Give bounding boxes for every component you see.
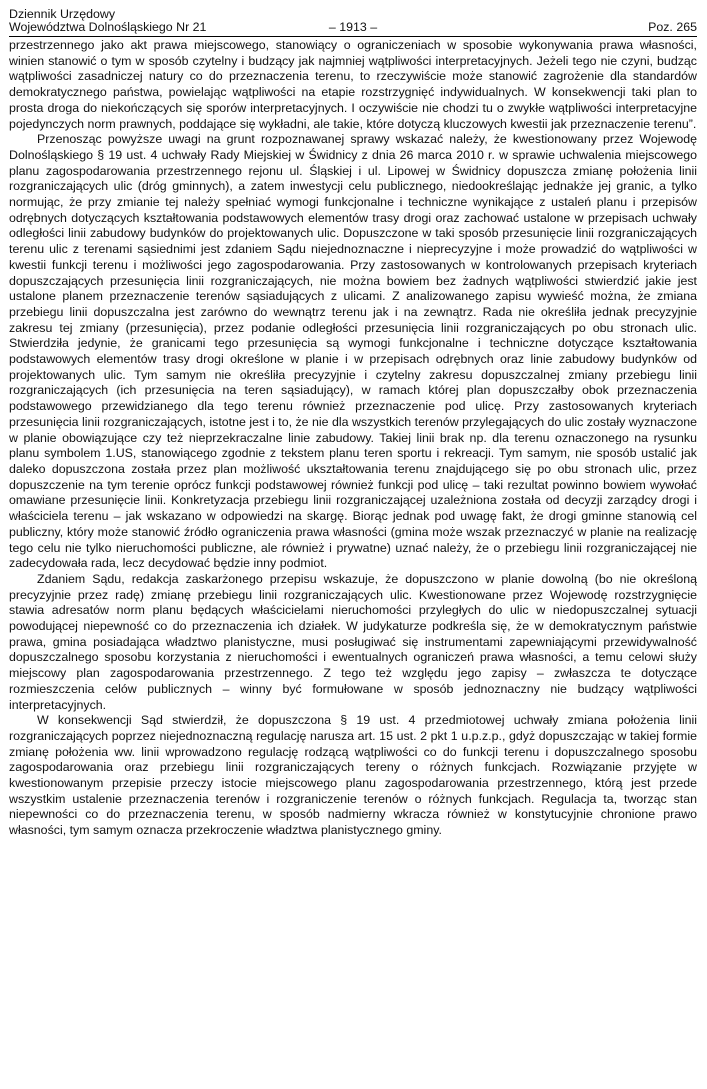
journal-title-line2: Województwa Dolnośląskiego Nr 21 (9, 20, 207, 34)
paragraph: Zdaniem Sądu, redakcja zaskarżonego przepisu wskazuje, że dopuszczono w planie dowolną (bo nie określoną precyzyjnie przez radę) zmianę przebiegu linii rozgraniczających ulic. Kwestionowane przez Wojewodę rozstrzygnięcie stawia adresatów norm planu będących właścicielami nieruchomości przyległych do ulic w niedopuszczalnej sytuacji powodującej niepewność co do przeznaczenia ich działek. W judykaturze podkreśla się, że w demokratycznym państwie prawa, gmina posiadająca władztwo planistyczne, musi posługiwać się instrumentami zapewniającymi przewidywalność dopuszczalnego sposobu korzystania z nieruchomości i ewentualnych ograniczeń prawa własności, a temu celowi służy miejscowy plan zagospodarowania przestrzennego. Z tego też względu jego zapisy – zwłaszcza te dotyczące rozmieszczenia celów publicznych – winny być formułowane w sposób jednoznaczny nie budzący wątpliwości interpretacyjnych. (9, 571, 697, 712)
header-rule (9, 36, 697, 37)
page-header (9, 8, 697, 37)
page-number: – 1913 – (328, 20, 378, 34)
document-page (9, 8, 697, 839)
paragraph: W konsekwencji Sąd stwierdził, że dopuszczona § 19 ust. 4 przedmiotowej uchwały zmiana położenia linii rozgraniczających poprzez niejednoznaczną regulację narusza art. 15 ust. 2 pkt 1 u.p.z.p., gdyż dopuszczając w takiej formie zmianę położenia ww. linii wprowadzono regulację rodzącą wątpliwości co do funkcji terenu i dopuszczalnego sposobu zagospodarowania oraz przebiegu linii rozgraniczających tereny o różnych funkcjach. Rozwiązanie przyjęte w kwestionowanym przepisie przeczy istocie miejscowego planu zagospodarowania przestrzennego, którą jest przede wszystkim ustalenie przeznaczenia terenów i rozgraniczenie terenów o różnych funkcjach. Regulacja ta, tworząc stan niepewności co do przeznaczenia terenu, w sposób nadmierny wkracza również w konstytucyjnie chronione prawo własności, tym samym oznacza przekroczenie władztwa planistycznego gminy. (9, 713, 697, 838)
header-row (9, 21, 697, 34)
paragraph: Przenosząc powyższe uwagi na grunt rozpoznawanej sprawy wskazać należy, że kwestionowany przez Wojewodę Dolnośląskiego § 19 ust. 4 uchwały Rady Miejskiej w Świdnicy z dnia 26 marca 2010 r. w sprawie uchwalenia miejscowego planu zagospodarowania przestrzennego rejonu ul. Śląskiej i ul. Lipowej w Świdnicy dopuszcza zmianę położenia linii rozgraniczających ulic (dróg gminnych), a zatem inwestycji celu publicznego, niedookreślając jednakże jej granic, a tylko normując, że przy zmianie tej należy spełniać wymogi funkcjonalne i techniczne wynikające z ustaleń planu i przepisów odrębnych dotyczących kształtowania podstawowych elementów trasy drogi oraz zachować ustalone w przepisach uchwały odległości linii zabudowy budynków do projektowanych ulic. Dopuszczone w taki sposób przesunięcie linii rozgraniczających terenu ulic z terenami sąsiednimi jest zdaniem Sądu niejednoznaczne i nieprecyzyjne i może prowadzić do wątpliwości w kwestii funkcji terenu i możliwości jego zagospodarowania. Przy zastosowanych w kontrolowanych przepisach kryteriach dopuszczających przesunięcia linii rozgraniczających, nie można bowiem bez żadnych wątpliwości stwierdzić jakie jest ustalone planem przeznaczenie terenów sąsiadujących z ulicami. Z analizowanego zapisu wywieść można, że zmiana przebiegu linii dopuszczalna jest zarówno do wewnątrz terenu jak i na zewnątrz. Rada nie określiła jednak precyzyjnie zakresu tej zmiany (przesunięcia), przez podanie odległości przesunięcia linii rozgraniczających po obu stronach ulic. Stwierdziła jedynie, że granicami tego przesunięcia są wymogi funkcjonalne i techniczne dotyczące kształtowania podstawowych elementów trasy drogi określone w planie i w przepisach odrębnych oraz linie zabudowy budynków od projektowanych ulic. Tym samym nie określiła precyzyjnie i czytelny zakresu dopuszczalnej zmiany przebiegu linii rozgraniczających (ich przesunięcia na teren sąsiadujący), w ramach której plan dopuszczałby obok przeznaczenia podstawowego przewidzianego dla tego terenu również przeznaczenie pod ulicę. Przy zastosowanych kryteriach przesunięcia linii rozgraniczających, istotne jest i to, że nie dla wszystkich terenów przylegających do ulic zostały wyznaczone w planie obowiązujące czy też nieprzekraczalne linie zabudowy. Takiej linii brak np. dla terenu oznaczonego na rysunku planu symbolem 1.US, stanowiącego zgodnie z tekstem planu teren sportu i rekreacji. Tym samym, nie sposób ustalić jak daleko dopuszczona została przez plan możliwość ukształtowania terenu znajdującego się po obu stronach ulic, przez dopuszczenie na tym terenie oprócz funkcji podstawowej również funkcji pod ulicę – taki rezultat powinno bowiem wywołać omawiane przesunięcie linii. Konkretyzacja przebiegu linii rozgraniczającej uzależniona została od decyzji zarządcy drogi i właściciela terenu – jak wskazano w odpowiedzi na skargę. Biorąc jednak pod uwagę fakt, że drogi gminne stanowią cel publiczny, który może stanowić źródło ograniczenia prawa własności (gmina może wszak przeznaczyć w planie na realizację tego celu nie tylko nieruchomości publiczne, ale również i prywatne) uznać należy, że o przebiegu linii rozgraniczającej nie zadecydowała rada, lecz decydować będzie inny podmiot. (9, 132, 697, 571)
document-body (9, 38, 697, 839)
journal-title-line1: Dziennik Urzędowy (9, 7, 116, 21)
position-number: Poz. 265 (648, 20, 697, 34)
paragraph-continued: przestrzennego jako akt prawa miejscowego, stanowiący o ograniczeniach w sposobie wykonywania prawa własności, winien stanowić o tym w sposób czytelny i budzący jak najmniej wątpliwości interpretacyjnych. Jeżeli tego nie czyni, budząc wątpliwości zasadniczej natury co do przeznaczenia terenu, to rzeczywiście może stanowić zagrożenie dla standardów demokratycznego państwa, powielając wątpliwości na etapie rozstrzygnięć indywidualnych. W konsekwencji taki plan to prosta droga do niekończących się sporów interpretacyjnych. I oczywiście nie chodzi tu o zwykłe wątpliwości interpretacyjne pojedynczych norm prawnych, poddające się wykładni, ale takie, które dotyczą kluczowych kwestii jak przeznaczenie terenu”. (9, 38, 697, 131)
